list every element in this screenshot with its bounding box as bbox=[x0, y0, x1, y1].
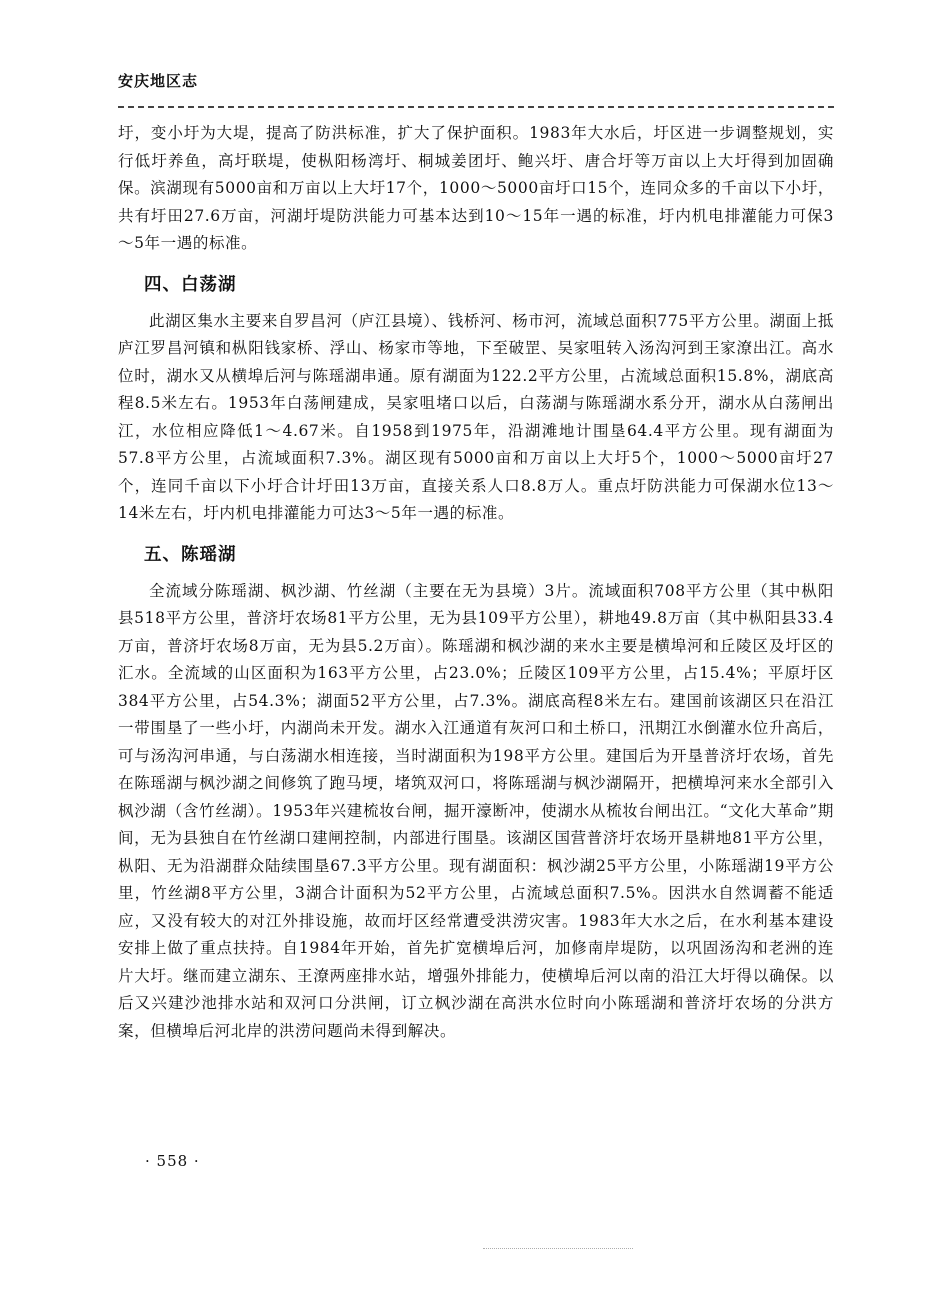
scan-artifact bbox=[483, 1248, 633, 1253]
paragraph-baidang-lake: 此湖区集水主要来自罗昌河（庐江县境）、钱桥河、杨市河，流域总面积775平方公里。湖面上抵庐江罗昌河镇和枞阳钱家桥、浮山、杨家市等地，下至破罡、吴家咀转入汤沟河到王家潦出江。高水位时，湖水又从横埠后河与陈瑶湖串通。原有湖面为122.2平方公里，占流域总面积15.8%，湖底高程8.5米左右。1953年白荡闸建成，吴家咀堵口以后，白荡湖与陈瑶湖水系分开，湖水从白荡闸出江，水位相应降低1～4.67米。自1958到1975年，沿湖滩地计围垦64.4平方公里。现有湖面为57.8平方公里，占流域面积7.3%。湖区现有5000亩和万亩以上大圩5个，1000～5000亩圩27个，连同千亩以下小圩合计圩田13万亩，直接关系人口8.8万人。重点圩防洪能力可保湖水位13～14米左右，圩内机电排灌能力可达3～5年一遇的标准。 bbox=[118, 311, 834, 522]
paragraph-continuation: 圩，变小圩为大堤，提高了防洪标准，扩大了保护面积。1983年大水后，圩区进一步调整规划，实行低圩养鱼，高圩联堤，使枞阳杨湾圩、桐城姜团圩、鲍兴圩、唐合圩等万亩以上大圩得到加固确保。滨湖现有5000亩和万亩以上大圩17个，1000～5000亩圩口15个，连同众多的千亩以下小圩，共有圩田27.6万亩，河湖圩堤防洪能力可基本达到10～15年一遇的标准，圩内机电排灌能力可保3～5年一遇的标准。 bbox=[118, 124, 834, 252]
section-heading-baidang-lake: 四、白荡湖 bbox=[144, 274, 237, 295]
page-body bbox=[118, 120, 834, 1045]
running-header: 安庆地区志 bbox=[118, 72, 199, 90]
paragraph-chenyao-lake: 全流域分陈瑶湖、枫沙湖、竹丝湖（主要在无为县境）3片。流域面积708平方公里（其中枞阳县518平方公里，普济圩农场81平方公里，无为县109平方公里），耕地49.8万亩（其中枞阳县33.4万亩，普济圩农场8万亩，无为县5.2万亩）。陈瑶湖和枫沙湖的来水主要是横埠河和丘陵区及圩区的汇水。全流域的山区面积为163平方公里，占23.0%；丘陵区109平方公里，占15.4%；平原圩区384平方公里，占54.3%；湖面52平方公里，占7.3%。湖底高程8米左右。建国前该湖区只在沿江一带围垦了一些小圩，内湖尚未开发。湖水入江通道有灰河口和土桥口，汛期江水倒灌水位升高后，可与汤沟河串通，与白荡湖水相连接，当时湖面积为198平方公里。建国后为开垦普济圩农场，首先在陈瑶湖与枫沙湖之间修筑了跑马埂，堵筑双河口，将陈瑶湖与枫沙湖隔开，把横埠河来水全部引入枫沙湖（含竹丝湖）。1953年兴建梳妆台闸，掘开濠断冲，使湖水从梳妆台闸出江。“文化大革命”期间，无为县独自在竹丝湖口建闸控制，内部进行围垦。该湖区国营普济圩农场开垦耕地81平方公里，枞阳、无为沿湖群众陆续围垦67.3平方公里。现有湖面积：枫沙湖25平方公里，小陈瑶湖19平方公里，竹丝湖8平方公里，3湖合计面积为52平方公里，占流域总面积7.5%。因洪水自然调蓄不能适应，又没有较大的对江外排设施，故而圩区经常遭受洪涝灾害。1983年大水之后，在水利基本建设安排上做了重点扶持。自1984年开始，首先扩宽横埠后河，加修南岸堤防，以巩固汤沟和老洲的连片大圩。继而建立湖东、王潦两座排水站，增强外排能力，使横埠后河以南的沿江大圩得以确保。以后又兴建沙池排水站和双河口分洪闸，订立枫沙湖在高洪水位时向小陈瑶湖和普济圩农场的分洪方案，但横埠后河北岸的洪涝问题尚未得到解决。 bbox=[118, 581, 834, 1040]
header-divider bbox=[118, 106, 834, 108]
section-heading-chenyao-lake: 五、陈瑶湖 bbox=[144, 544, 237, 565]
page-number: · 558 · bbox=[145, 1152, 200, 1170]
